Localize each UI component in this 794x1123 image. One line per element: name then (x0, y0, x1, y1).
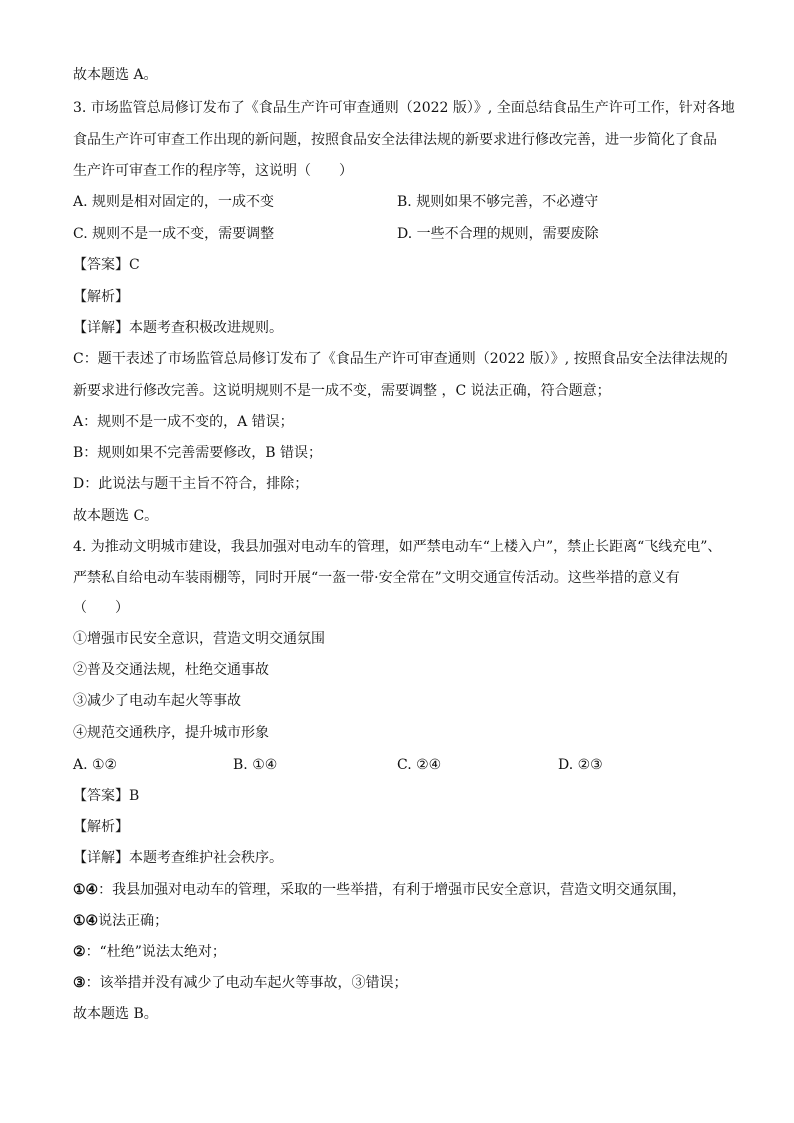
question-3-stem-line-2: 食品生产许可审查工作出现的新问题，按照食品安全法律法规的新要求进行修改完善，进一步简化了食品 (73, 132, 717, 148)
question-3-explanation-c-line-2: 新要求进行修改完善。这说明规则不是一成不变，需要调整 ，C 说法正确，符合题意； (73, 383, 611, 399)
question-4-item-4: ④规范交通秩序，提升城市形象 (73, 725, 269, 741)
question-4-explanation-14-line-2 (73, 912, 733, 930)
item-marker: ①④ (73, 882, 99, 898)
question-4-analysis-label: 【解析】 (73, 819, 129, 835)
question-4-item-2: ②普及交通法规，杜绝交通事故 (73, 662, 269, 678)
question-3-answer: 【答案】C (73, 257, 140, 273)
question-3-analysis-label: 【解析】 (73, 289, 129, 305)
question-4-detail: 【详解】本题考查维护社会秩序。 (73, 850, 283, 866)
question-4-stem-line-1: 4. 为推动文明城市建设，我县加强对电动车的管理，如严禁电动车“上楼入户”，禁止长距离“飞线充电”、 (73, 539, 722, 555)
question-3-explanation-a: A：规则不是一成不变的，A 错误； (73, 414, 294, 430)
question-4-explanation-2 (73, 943, 733, 961)
question-3-option-a: A. 规则是相对固定的，一成不变 (73, 194, 275, 210)
explanation-text: 说法正确； (98, 913, 169, 929)
explanation-text: ：该举措并没有减少了电动车起火等事故，③错误； (85, 975, 408, 991)
item-marker: ③ (73, 975, 86, 991)
question-3-option-b: B. 规则如果不够完善，不必遵守 (397, 194, 599, 210)
question-4-option-a: A. ①② (73, 757, 118, 773)
question-4-answer: 【答案】B (73, 788, 140, 804)
question-4-item-3: ③减少了电动车起火等事故 (73, 693, 241, 709)
question-3-explanation-c-line-1: C：题干表述了市场监管总局修订发布了《食品生产许可审查通则（2022 版）》, 按照食品安全法律法规的 (73, 351, 728, 367)
item-marker: ①④ (73, 913, 99, 929)
question-4-explanation-3 (73, 974, 733, 992)
question-3-option-c: C. 规则不是一成不变，需要调整 (73, 226, 275, 242)
question-3-stem-line-1: 3. 市场监管总局修订发布了《食品生产许可审查通则（2022 版）》, 全面总结食品生产许可工作，针对各地 (73, 100, 735, 116)
question-4-stem-line-2: 严禁私自给电动车装雨棚等，同时开展“一盔一带·安全常在”文明交通宣传活动。这些举措的意义有 (73, 570, 680, 586)
question-3-explanation-b: B：规则如果不完善需要修改，B 错误； (73, 445, 323, 461)
question-3-conclusion: 故本题选 C。 (73, 508, 159, 524)
question-3-option-d: D. 一些不合理的规则，需要废除 (397, 226, 599, 242)
explanation-text: ：“杜绝”说法太绝对； (85, 944, 226, 960)
question-4-item-1: ①增强市民安全意识，营造文明交通氛围 (73, 631, 325, 647)
previous-conclusion: 故本题选 A。 (73, 67, 158, 83)
question-4-option-b: B. ①④ (233, 757, 278, 773)
question-3-detail: 【详解】本题考查积极改进规则。 (73, 320, 283, 336)
question-4-conclusion: 故本题选 B。 (73, 1006, 158, 1022)
question-4-option-c: C. ②④ (397, 757, 442, 773)
question-4-option-d: D. ②③ (558, 757, 603, 773)
item-marker: ② (73, 944, 86, 960)
question-3-stem-line-3: 生产许可审查工作的程序等，这说明（ ） (73, 163, 353, 179)
question-3-explanation-d: D：此说法与题干主旨不符合，排除； (73, 476, 309, 492)
question-4-stem-line-3: （ ） (73, 600, 129, 616)
question-4-explanation-14-line-1 (73, 881, 733, 899)
explanation-text: ：我县加强对电动车的管理，采取的一些举措，有利于增强市民安全意识，营造文明交通氛围， (98, 882, 687, 898)
